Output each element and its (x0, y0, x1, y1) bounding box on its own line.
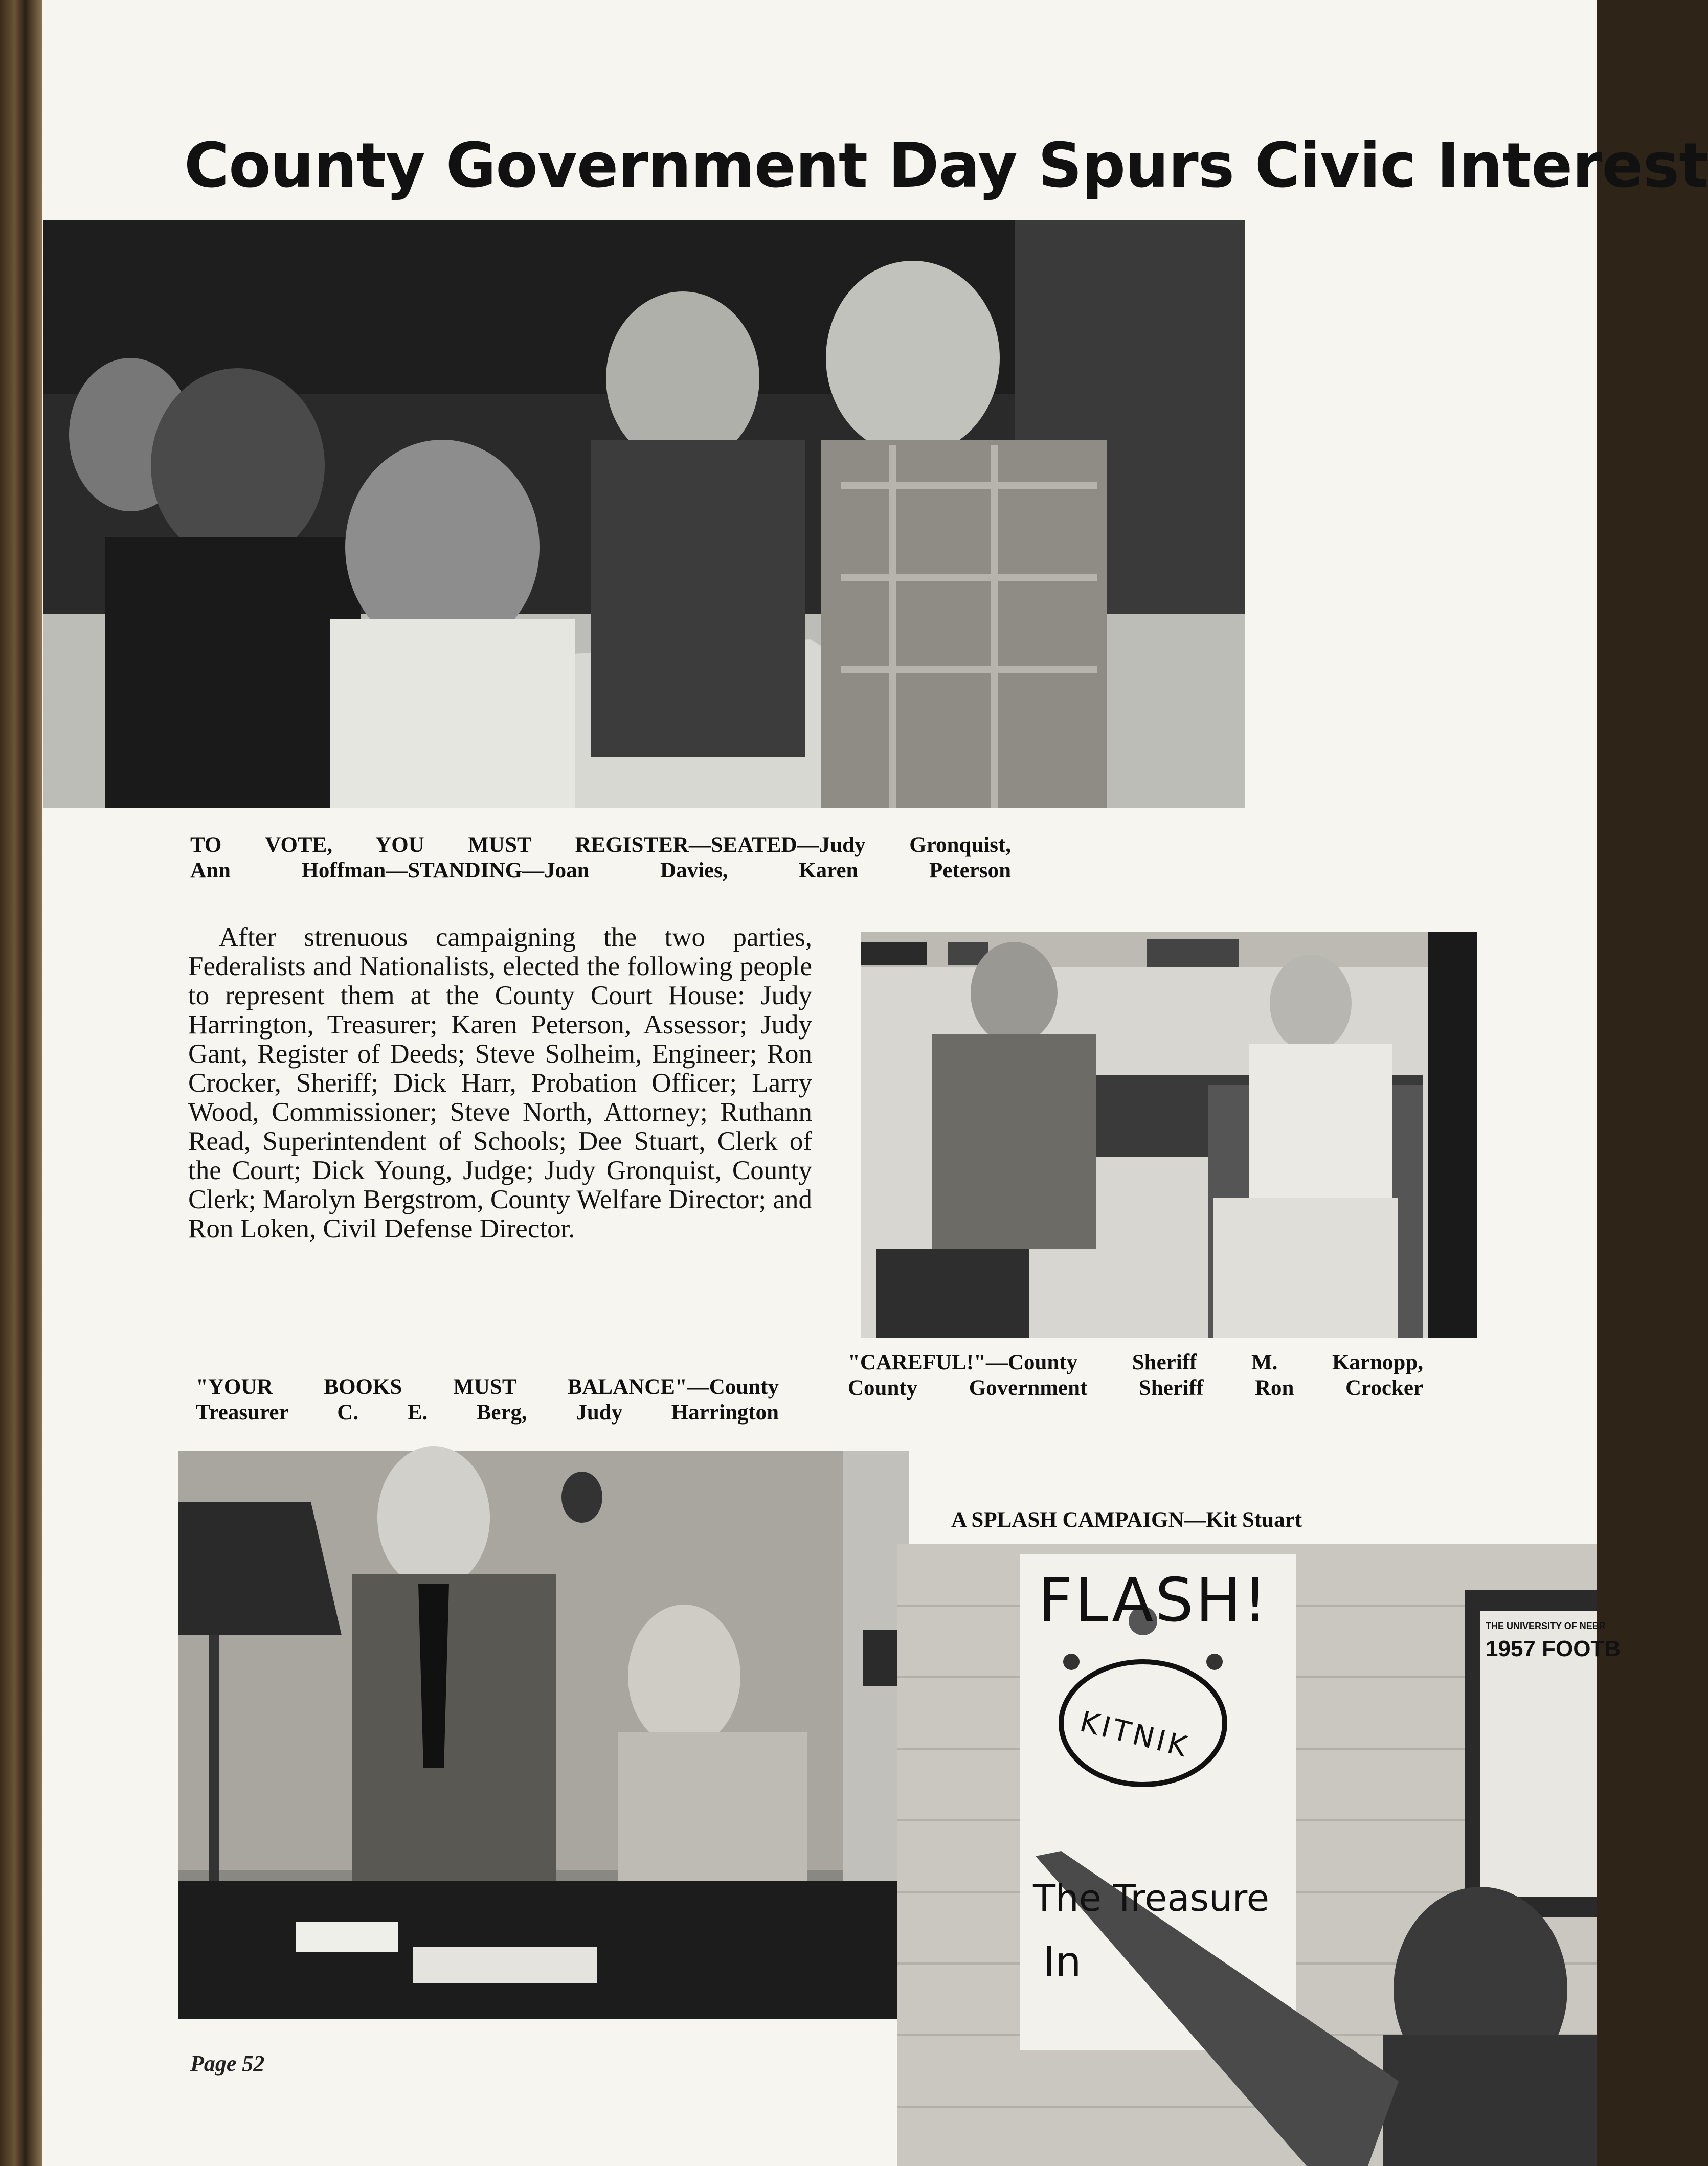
caption-treasurer-line1: "YOUR BOOKS MUST BALANCE"—County (196, 1375, 779, 1399)
photo-treasurer (178, 1451, 909, 2019)
caption-registration-line1: TO VOTE, YOU MUST REGISTER—SEATED—Judy Gronquist, (190, 833, 1011, 857)
poster-name: KITNIK (1076, 1705, 1194, 1765)
caption-registration-line2: Ann Hoffman—STANDING—Joan Davies, Karen Peterson (190, 859, 1011, 883)
poster-line1: The Treasure (1033, 1877, 1270, 1920)
caption-registration (190, 832, 1011, 884)
caption-sheriff (848, 1350, 1423, 1401)
caption-sheriff-line1: "CAREFUL!"—County Sheriff M. Karnopp, (848, 1350, 1423, 1374)
photo-registration (43, 220, 1245, 808)
caption-poster: A SPLASH CAMPAIGN—Kit Stuart (951, 1508, 1302, 1532)
caption-sheriff-line2: County Government Sheriff Ron Crocker (848, 1376, 1423, 1400)
book-binding-edge (0, 0, 42, 2166)
photo-sheriff (861, 932, 1477, 1338)
photo-poster-campaign (897, 1544, 1621, 2166)
poster-heading: FLASH! (1038, 1565, 1269, 1635)
wall-sign-line2: 1957 FOOTB (1486, 1636, 1621, 1661)
article-body-text: After strenuous campaigning the two parties, Federalists and Nationalists, elected the following people to represent them at the County Court House: Judy Harrington, Treasurer; Karen Peterson, Assessor; Judy Gant, Register of Deeds; Steve Solheim, Engineer; Ron Crocker, Sheriff; Dick Harr, Probation Officer; Larry Wood, Commissioner; Steve North, Attorney; Ruthann Read, Superintendent of Schools; Dee Stuart, Clerk of the Court; Dick Young, Judge; Judy Gronquist, County Clerk; Marolyn Bergstrom, County Welfare Director; and Ron Loken, Civil Defense Director. (188, 922, 812, 1244)
page-number: Page 52 (190, 2051, 265, 2076)
poster-line2: In (1043, 1938, 1082, 1986)
caption-treasurer-line2: Treasurer C. E. Berg, Judy Harrington (196, 1401, 779, 1425)
wall-sign-line1: THE UNIVERSITY OF NEBR (1486, 1621, 1606, 1631)
page-headline: County Government Day Spurs Civic Interest (184, 130, 1708, 201)
caption-treasurer (196, 1374, 779, 1426)
